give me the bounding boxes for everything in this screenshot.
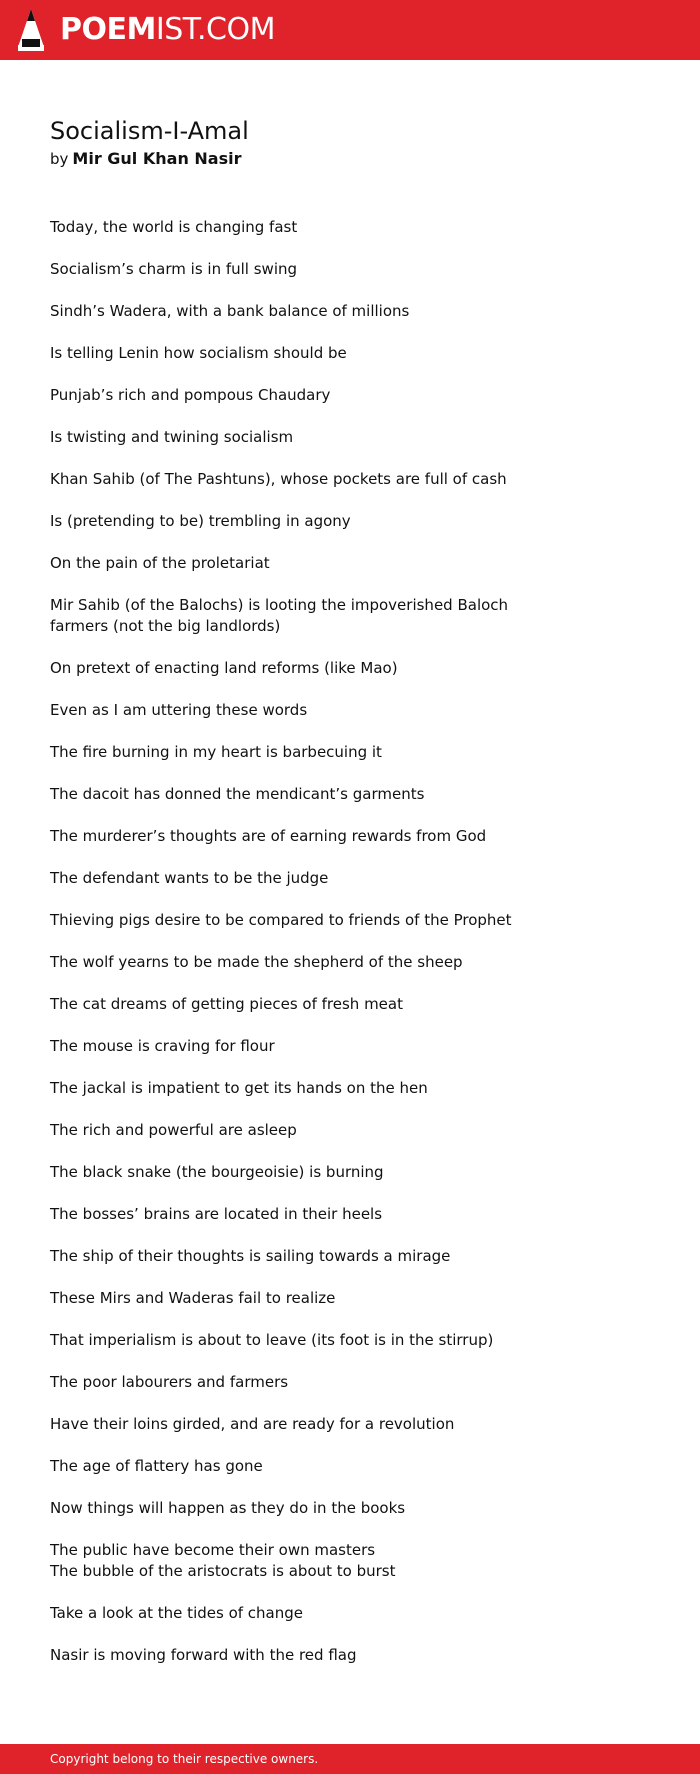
poem-stanza xyxy=(50,553,570,574)
poem-line: Today, the world is changing fast xyxy=(50,218,298,236)
site-footer xyxy=(0,1744,700,1774)
poem-line: On pretext of enacting land reforms (like Mao) xyxy=(50,659,398,677)
pencil-logo-icon xyxy=(18,9,44,51)
poem-line: Is telling Lenin how socialism should be xyxy=(50,344,347,362)
poem-stanza xyxy=(50,1204,570,1225)
poem-stanza xyxy=(50,385,570,406)
poem-author[interactable]: Mir Gul Khan Nasir xyxy=(72,149,242,168)
poem-line: The jackal is impatient to get its hands on the hen xyxy=(50,1079,428,1097)
poem-line: The public have become their own masters xyxy=(50,1541,376,1559)
poem-stanza xyxy=(50,1036,570,1057)
poem-stanza xyxy=(50,1540,570,1582)
poem-line: The mouse is craving for flour xyxy=(50,1037,275,1055)
poem-stanza xyxy=(50,301,570,322)
poem-line: Take a look at the tides of change xyxy=(50,1604,303,1622)
poem-title: Socialism-I-Amal xyxy=(50,117,249,145)
poem-stanza xyxy=(50,1330,570,1351)
poem-line: Have their loins girded, and are ready for a revolution xyxy=(50,1415,455,1433)
poem-stanza xyxy=(50,1246,570,1267)
poem-stanza xyxy=(50,259,570,280)
poem-line: Mir Sahib (of the Balochs) is looting the impoverished Baloch farmers (not the big landlords) xyxy=(50,596,509,635)
poem-stanza xyxy=(50,910,570,931)
poem-line: Khan Sahib (of The Pashtuns), whose pockets are full of cash xyxy=(50,470,507,488)
poem-byline xyxy=(50,148,241,170)
poem-stanza xyxy=(50,1645,570,1666)
poem-line: Socialism’s charm is in full swing xyxy=(50,260,298,278)
poem-line: Is (pretending to be) trembling in agony xyxy=(50,512,351,530)
poem-line: The wolf yearns to be made the shepherd of the sheep xyxy=(50,953,463,971)
copyright-notice: Copyright belong to their respective owners. xyxy=(50,1752,319,1766)
poem-line: The dacoit has donned the mendicant’s garments xyxy=(50,785,425,803)
poem-line: The defendant wants to be the judge xyxy=(50,869,329,887)
poem-stanza xyxy=(50,1456,570,1477)
poem-line: The bosses’ brains are located in their heels xyxy=(50,1205,383,1223)
poem-stanza xyxy=(50,1288,570,1309)
poem-stanza xyxy=(50,1498,570,1519)
poem-line: Is twisting and twining socialism xyxy=(50,428,294,446)
poem-stanza xyxy=(50,868,570,889)
poem-stanza xyxy=(50,217,570,238)
poem-stanza xyxy=(50,784,570,805)
poem-line: The black snake (the bourgeoisie) is burning xyxy=(50,1163,384,1181)
poem-line: The bubble of the aristocrats is about to burst xyxy=(50,1562,396,1580)
poem-stanza xyxy=(50,511,570,532)
poem-stanza xyxy=(50,595,570,637)
poem-line: The rich and powerful are asleep xyxy=(50,1121,297,1139)
poem-body xyxy=(50,217,570,1687)
poem-stanza xyxy=(50,742,570,763)
site-header xyxy=(0,0,700,60)
poem-stanza xyxy=(50,427,570,448)
poem-line: Even as I am uttering these words xyxy=(50,701,308,719)
poem-line: Punjab’s rich and pompous Chaudary xyxy=(50,386,331,404)
brand-bold-text: POEM xyxy=(60,12,156,47)
poem-line: These Mirs and Waderas fail to realize xyxy=(50,1289,336,1307)
site-brand xyxy=(60,12,275,47)
poem-stanza xyxy=(50,469,570,490)
poem-line: The poor labourers and farmers xyxy=(50,1373,289,1391)
poem-stanza xyxy=(50,826,570,847)
site-logo-link[interactable] xyxy=(18,9,275,51)
poem-line: That imperialism is about to leave (its foot is in the stirrup) xyxy=(50,1331,494,1349)
poem-line: The ship of their thoughts is sailing towards a mirage xyxy=(50,1247,451,1265)
poem-stanza xyxy=(50,343,570,364)
poem-line: The age of flattery has gone xyxy=(50,1457,263,1475)
poem-line: The fire burning in my heart is barbecuing it xyxy=(50,743,382,761)
poem-line: Thieving pigs desire to be compared to friends of the Prophet xyxy=(50,911,512,929)
poem-line: The cat dreams of getting pieces of fresh meat xyxy=(50,995,403,1013)
poem-line: On the pain of the proletariat xyxy=(50,554,270,572)
poem-stanza xyxy=(50,700,570,721)
poem-line: Sindh’s Wadera, with a bank balance of millions xyxy=(50,302,410,320)
poem-stanza xyxy=(50,1162,570,1183)
poem-line: The murderer’s thoughts are of earning rewards from God xyxy=(50,827,487,845)
poem-stanza xyxy=(50,994,570,1015)
poem-stanza xyxy=(50,1372,570,1393)
poem-stanza xyxy=(50,1414,570,1435)
poem-stanza xyxy=(50,952,570,973)
poem-line: Nasir is moving forward with the red flag xyxy=(50,1646,357,1664)
poem-stanza xyxy=(50,1120,570,1141)
poem-stanza xyxy=(50,1078,570,1099)
poem-stanza xyxy=(50,1603,570,1624)
by-label: by xyxy=(50,150,69,168)
poem-stanza xyxy=(50,658,570,679)
poem-line: Now things will happen as they do in the books xyxy=(50,1499,406,1517)
brand-light-text: IST.COM xyxy=(155,12,275,47)
